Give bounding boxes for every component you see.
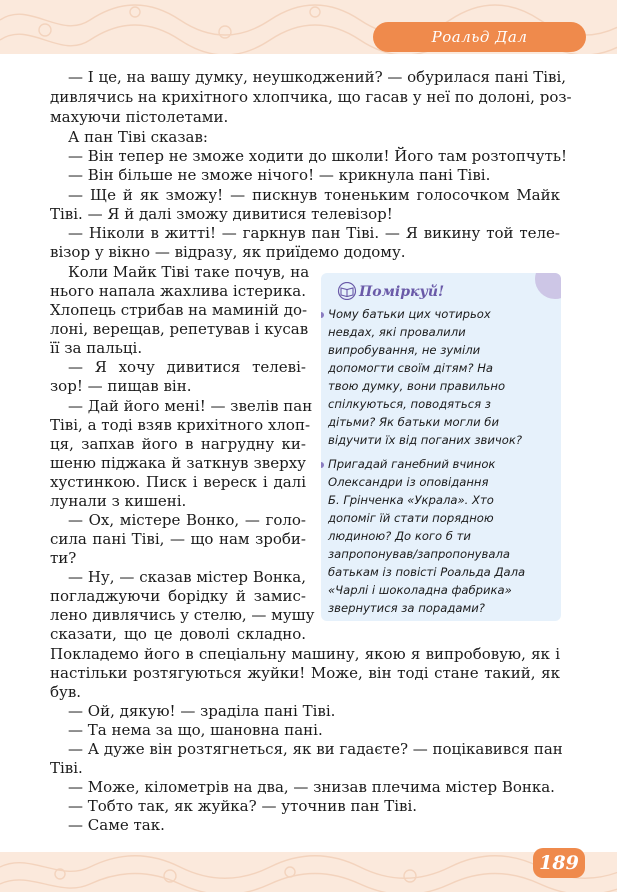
sidebar-line: допоміг їй стати порядною [328,511,494,525]
footer-ornament-band [0,852,617,892]
paragraph-line: був. [50,683,82,701]
paragraph-line: — Саме так. [68,816,165,834]
paragraph-line: — Він більше не зможе нічого! — крикнула пані Тіві. [68,166,491,184]
sidebar-title: Поміркуй! [359,284,445,300]
paragraph-line: — Він тепер не зможе ходити до школи! Його там розтопчуть! [68,147,568,165]
bullet-icon [321,312,324,318]
sidebar-line: невдах, які провалили [328,325,466,339]
sidebar-line: людиною? До кого б ти [328,529,471,543]
paragraph-line: погладжуючи борідку й замис- [50,587,306,605]
paragraph-line: ця, запхав його в нагрудну ки- [50,435,306,453]
sidebar-line: Б. Грінченка «Украла». Хто [328,493,494,507]
paragraph-line: зор! — пищав він. [50,377,192,395]
paragraph-line: Хлопець стрибав на маминій до- [50,301,308,319]
paragraph-line: настільки розтягуються жуйки! Може, він тоді стане такий, як [50,664,560,682]
paragraph-line: — І це, на вашу думку, неушкоджений? — обурилася пані Тіві, [68,68,567,86]
paragraph-line: лунали з кишені. [50,492,187,510]
sidebar-corner-decoration [535,273,561,299]
paragraph-line: її за пальці. [50,339,143,357]
paragraph-line: — Може, кілометрів на два, — знизав плечима містер Вонка. [68,778,555,796]
paragraph-line: — Ну, — сказав містер Вонка, [68,568,306,586]
paragraph-line: А пан Тіві сказав: [68,128,208,146]
think-sidebar [321,273,561,621]
paragraph-line: сила пані Тіві, — що нам зроби- [50,530,306,548]
paragraph-line: хустинкою. Писк і верeск і далі [50,473,306,491]
paragraph-line: дивлячись на крихітного хлопчика, що гасав у неї по долоні, роз- [50,88,572,106]
paragraph-line: нього напала жахлива істерика. [50,282,306,300]
paragraph-line: Покладемо його в спеціальну машину, якою я випробовую, як і [50,645,560,663]
sidebar-line: звернутися за порадами? [328,601,485,615]
sidebar-line: Пригадай ганебний вчинок [328,457,496,471]
paragraph-line: — Ох, містере Вонко, — голо- [68,511,306,529]
open-book-icon [337,282,357,300]
sidebar-line: спілкуються, поводяться з [328,397,491,411]
paragraph-line: лоні, верещав, репетував і кусав [50,320,309,338]
paragraph-line: — Дай його мені! — звелів пан [68,397,313,415]
sidebar-line: Чому батьки цих чотирьох [328,307,491,321]
sidebar-line: допомогти своїм дітям? На [328,361,494,375]
sidebar-line: відучити їх від поганих звичок? [328,433,522,447]
paragraph-line: — А дуже він розтягнеться, як ви гадаєте? — поцікавився пан [68,740,563,758]
sidebar-line: «Чарлі і шоколадна фабрика» [328,583,512,597]
sidebar-line: твою думку, вони правильно [328,379,506,393]
paragraph-line: Коли Майк Тіві таке почув, на [68,263,310,281]
paragraph-line: — Ніколи в житті! — гаркнув пан Тіві. — Я викину той теле- [68,224,560,242]
paragraph-line: шеню піджака й заткнув зверху [50,454,306,472]
sidebar-line: випробування, не зуміли [328,343,481,357]
paragraph-line: Тіві. — Я й далі зможу дивитися телевізор! [50,205,393,223]
sidebar-line: батькам із повісті Роальда Дала [328,565,526,579]
paragraph-line: сказати, що це доволі складно. [50,625,306,643]
paragraph-line: — Та нема за що, шановна пані. [68,721,323,739]
paragraph-line: махуючи пістолетами. [50,108,229,126]
sidebar-line: запропонував/запропонувала [328,547,510,561]
paragraph-line: — Ще й як зможу! — пискнув тоненьким голосочком Майк [68,186,560,204]
paragraph-line: — Ой, дякую! — зраділа пані Тіві. [68,702,336,720]
paragraph-line: лено дивлячись у стелю, — мушу [50,606,315,624]
paragraph-line: Тіві, а тоді взяв крихітного хлоп- [50,416,311,434]
sidebar-line: дітьми? Як батьки могли би [328,415,499,429]
ornament-pattern [0,852,617,892]
author-tag: Роальд Дал [373,22,586,52]
page-number: 189 [533,848,585,878]
paragraph-line: — Тобто так, як жуйка? — уточнив пан Тіві. [68,797,418,815]
paragraph-line: ти? [50,549,77,567]
sidebar-line: Олександри із оповідання [328,475,489,489]
paragraph-line: — Я хочу дивитися телеві- [68,358,306,376]
paragraph-line: візор у вікно — відразу, як приїдемо додому. [50,243,406,261]
bullet-icon [321,462,324,468]
paragraph-line: Тіві. [50,759,83,777]
